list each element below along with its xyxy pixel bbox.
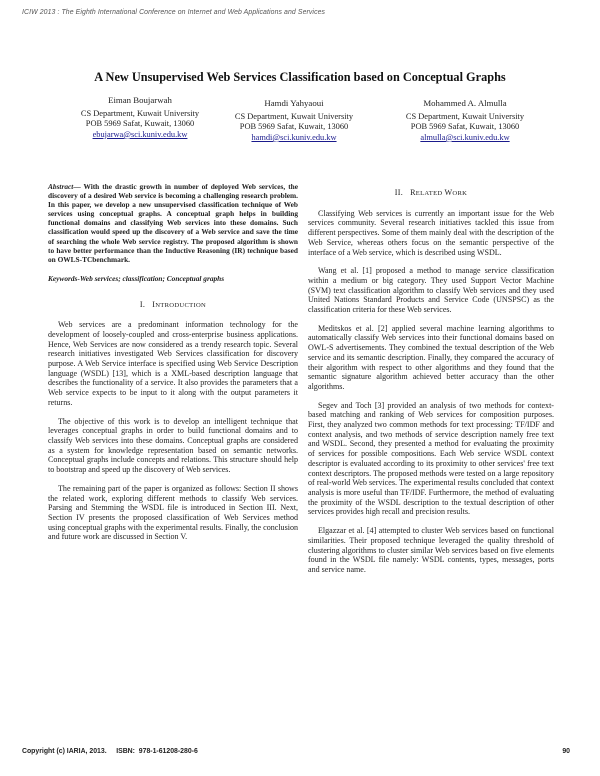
page-number: 90 (562, 748, 570, 755)
paragraph: Elgazzar et al. [4] attempted to cluster Web services based on functional similarities. Their proposed technique leveraged the quality threshold of clustering algorithms to cluster similar Web services based on five elements found in the WSDL file namely: WSDL contents, types, messages, ports and service name. (308, 526, 554, 574)
paragraph: Classifying Web services is currently an important issue for the Web services community. Several research initiatives tackled this issue from different perspectives. Some of them mainly deal with the description of the Web Service, whereas others focus on the semantic perspective of the interface of a Web service, which is described using WSDL. (308, 208, 554, 257)
footer-copyright: Copyright (c) IARIA, 2013. ISBN: 978-1-61208-280-6 (22, 748, 198, 755)
author-name: Hamdi Yahyaoui (264, 98, 324, 108)
paragraph: Wang et al. [1] proposed a method to manage service classification within a medium or big category. They used Support Vector Machine (SVM) text classification algorithm to classify Web services and they used United Nations Standard Products and Service Code (UNSPSC) as the classification criteria for these Web services. (308, 266, 554, 315)
section-heading-introduction: I. INTRODUCTION (139, 299, 207, 309)
author-block (365, 98, 565, 143)
author-dept: CS Department, Kuwait University (234, 111, 354, 121)
author-dept: CS Department, Kuwait University (80, 108, 200, 118)
right-column (308, 188, 554, 584)
abstract (48, 182, 298, 264)
author-name: Eiman Boujarwah (108, 95, 172, 105)
left-column (48, 182, 298, 551)
abstract-text: — With the drastic growth in number of deployed Web services, the discovery of a desired Web service is becoming a challenging research problem. In this paper, we develop a new unsupervised classification technique of Web services using conceptual graphs. A conceptual graph helps in building functional domains and classifying Web services into these domains. Such classification would speed up the discovery of a Web service and save the time of searching the whole Web service registry. The proposed algorithm is shown to have better performance than the Inductive Reasoning (IR) technique based on OWLS-TCbenchmark. (48, 182, 298, 264)
paragraph: The objective of this work is to develop an intelligent technique that leverages conceptual graphs in order to build functional domains and to classify Web services into these domains. Conceptual graphs are considered as a system for knowledge representation based on semantic networks. Conceptual graphs include concepts and relations. This structure should help to bootstrap and speed up the discovery of Web services. (48, 416, 298, 475)
abstract-label: Abstract (48, 182, 74, 191)
paragraph: Meditskos et al. [2] applied several machine learning algorithms to automatically classify Web services into their functional domains based on OWL-S advertisements. They combined the textual description of the Web service and its semantic description. Finally, they compared the accuracy of their algorithm with respect to other algorithms and they found that the semantic signature algorithm achieved better accuracy than the other algorithms. (308, 323, 554, 391)
author-email-link[interactable]: almulla@sci.kuniv.edu.kw (420, 132, 510, 142)
author-address: POB 5969 Safat, Kuwait, 13060 (239, 122, 349, 132)
author-address: POB 5969 Safat, Kuwait, 13060 (410, 122, 520, 132)
running-head: ICIW 2013 : The Eighth International Conference on Internet and Web Applications and Services (22, 9, 326, 16)
author-dept: CS Department, Kuwait University (405, 111, 525, 121)
author-address: POB 5969 Safat, Kuwait, 13060 (85, 119, 195, 129)
author-block (194, 98, 394, 143)
author-name: Mohammed A. Almulla (423, 98, 507, 108)
author-email-link[interactable]: hamdi@sci.kuniv.edu.kw (251, 132, 337, 142)
author-email-link[interactable]: ebujarwa@sci.kuniv.edu.kw (92, 129, 188, 139)
paper-title: A New Unsupervised Web Services Classification based on Conceptual Graphs (94, 70, 506, 84)
paragraph: Web services are a predominant information technology for the development of loosely-coupled and cross-enterprise business applications. Hence, Web Services are now considered as a trendy research topic. Several research initiatives investigated Web Services classification for discovery purpose. A Web Service interface is specified using Web Service Description language (WSDL) [13], which is a XML-based description language that describes the functionality of a service. It also provides the parameters that a Web service expects to be input to it along with the output parameters it returns. (48, 320, 298, 407)
section-heading-related-work: II. RELATED WORK (394, 188, 468, 197)
keywords: Keywords-Web services; classification; Conceptual graphs (48, 273, 225, 283)
paragraph: Segev and Toch [3] provided an analysis of two methods for context-based matching and ranking of Web services for composition purposes. First, they analyzed two common methods for text processing: TF/IDF and context analysis, and two methods of service description namely free text and WSDL. Second, they presented a method for evaluating the proximity of services for possible compositions. Each Web service WSDL context descriptor is evaluated according to its proximity to other services' free text context descriptors. The proposed methods were tested on a large repository of real-world Web services. The experimental results concluded that context analysis is more useful than TF/IDF. Furthermore, the method of evaluating the proximity of the WSDL description to the textual description of other services provides high recall and precision results. (308, 400, 554, 517)
paragraph: The remaining part of the paper is organized as follows: Section II shows the related work, exploring different methods to classify Web services. Parsing and Stemming the WSDL file is introduced in Section III. Next, Section IV presents the proposed classification of Web Services method using conceptual graphs with the experimental results. Finally, the conclusion and future work are discussed in Section V. (48, 483, 298, 542)
